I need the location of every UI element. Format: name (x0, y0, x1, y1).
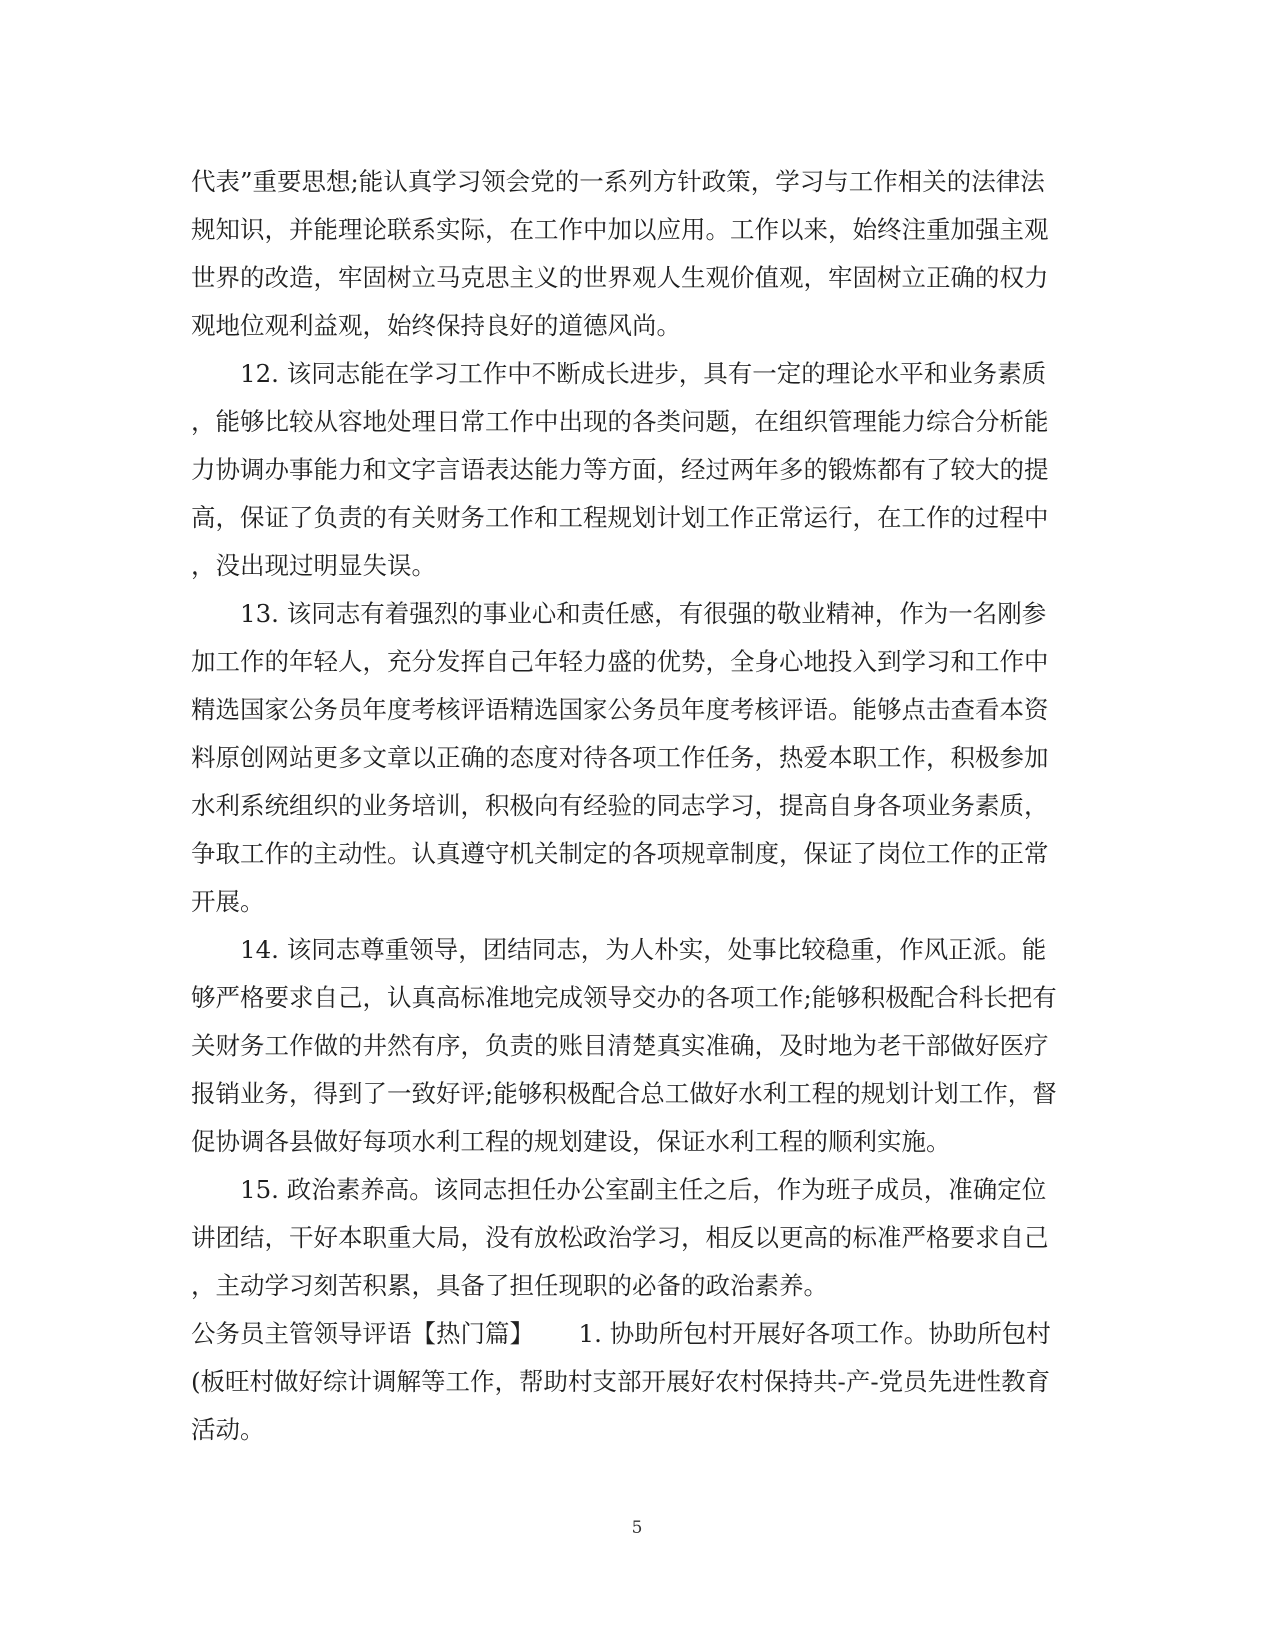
paragraph-start-line: 12. 该同志能在学习工作中不断成长进步，具有一定的理论水平和业务素质 (240, 359, 1047, 388)
page-number: 5 (631, 1518, 643, 1538)
paragraph-start-line: 14. 该同志尊重领导，团结同志，为人朴实，处事比较稳重，作风正派。能 (240, 935, 1047, 964)
text-line: ，主动学习刻苦积累，具备了担任现职的必备的政治素养。 (191, 1271, 828, 1300)
text-line: 代表”重要思想;能认真学习领会党的一系列方针政策，学习与工作相关的法律法 (191, 167, 1045, 196)
text-line: 关财务工作做的井然有序，负责的账目清楚真实准确，及时地为老干部做好医疗 (191, 1031, 1049, 1060)
text-line: 规知识，并能理论联系实际，在工作中加以应用。工作以来，始终注重加强主观 (191, 215, 1049, 244)
document-body (191, 158, 1071, 1454)
text-line: 讲团结，干好本职重大局，没有放松政治学习，相反以更高的标准严格要求自己 (191, 1223, 1049, 1252)
text-line: 报销业务，得到了一致好评;能够积极配合总工做好水利工程的规划计划工作，督 (191, 1079, 1057, 1108)
text-line: 开展。 (191, 887, 265, 916)
paragraph-start-line: 15. 政治素养高。该同志担任办公室副主任之后，作为班子成员，准确定位 (240, 1175, 1047, 1204)
text-line: 力协调办事能力和文字言语表达能力等方面，经过两年多的锻炼都有了较大的提 (191, 455, 1049, 484)
text-line: 料原创网站更多文章以正确的态度对待各项工作任务，热爱本职工作，积极参加 (191, 743, 1049, 772)
paragraph-start-line: 13. 该同志有着强烈的事业心和责任感，有很强的敬业精神，作为一名刚参 (240, 599, 1047, 628)
text-line: 观地位观利益观，始终保持良好的道德风尚。 (191, 311, 681, 340)
text-line: 精选国家公务员年度考核评语精选国家公务员年度考核评语。能够点击查看本资 (191, 695, 1049, 724)
text-line: 水利系统组织的业务培训，积极向有经验的同志学习，提高自身各项业务素质， (191, 791, 1049, 820)
text-line: 促协调各县做好每项水利工程的规划建设，保证水利工程的顺利实施。 (191, 1127, 951, 1156)
text-line: 活动。 (191, 1415, 265, 1444)
text-line: 加工作的年轻人，充分发挥自己年轻力盛的优势，全身心地投入到学习和工作中 (191, 647, 1049, 676)
text-line: 公务员主管领导评语【热门篇】 1. 协助所包村开展好各项工作。协助所包村 (191, 1319, 1051, 1348)
text-line: 世界的改造，牢固树立马克思主义的世界观人生观价值观，牢固树立正确的权力 (191, 263, 1049, 292)
text-line: (板旺村做好综计调解等工作，帮助村支部开展好农村保持共-产-党员先进性教育 (191, 1367, 1051, 1396)
text-line: 高，保证了负责的有关财务工作和工程规划计划工作正常运行，在工作的过程中 (191, 503, 1049, 532)
text-line: ，没出现过明显失误。 (191, 551, 436, 580)
text-line: 够严格要求自己，认真高标准地完成领导交办的各项工作;能够积极配合科长把有 (191, 983, 1057, 1012)
text-line: ，能够比较从容地处理日常工作中出现的各类问题，在组织管理能力综合分析能 (191, 407, 1049, 436)
text-line: 争取工作的主动性。认真遵守机关制定的各项规章制度，保证了岗位工作的正常 (191, 839, 1049, 868)
